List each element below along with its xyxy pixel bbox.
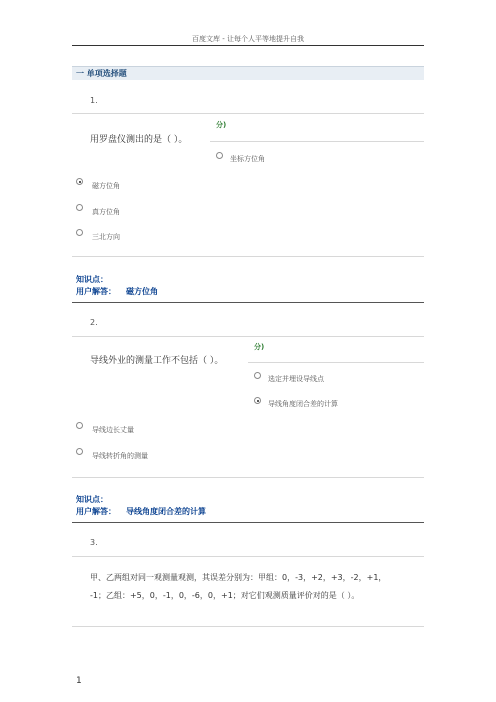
document-header: 百度文库 - 让每个人平等地提升自我	[192, 35, 304, 43]
q1-answer-value: 磁方位角	[126, 287, 158, 296]
question-2-number: 2.	[90, 318, 98, 327]
question-2-options-divider	[248, 362, 424, 363]
question-2-divider	[72, 336, 424, 337]
q2-answer-label: 用户解答：	[76, 507, 116, 516]
q1-option-3-radio[interactable]	[76, 204, 83, 211]
question-1-number: 1.	[90, 96, 98, 105]
question-1-separator	[72, 302, 424, 303]
q2-knowledge-label: 知识点：	[76, 495, 108, 504]
q2-option-2-radio[interactable]	[254, 397, 261, 404]
question-2-bottom-divider	[72, 477, 424, 478]
q2-option-4-label: 导线转折角的测量	[92, 452, 148, 460]
q2-option-3-label: 导线边长丈量	[92, 426, 134, 434]
q1-option-2-radio[interactable]	[76, 178, 83, 185]
q1-option-1-label: 坐标方位角	[230, 155, 265, 163]
q1-option-2-label: 磁方位角	[92, 182, 120, 190]
q1-option-4-label: 三北方向	[92, 233, 120, 241]
q1-answer-label: 用户解答：	[76, 287, 116, 296]
q1-option-3-label: 真方位角	[92, 208, 120, 216]
question-3-bottom-divider	[72, 626, 424, 627]
q2-option-1-label: 选定并埋设导线点	[268, 375, 324, 383]
question-3-divider	[72, 556, 424, 557]
q2-option-4-radio[interactable]	[76, 448, 83, 455]
header-divider	[72, 45, 424, 46]
question-2-score-label: 分)	[254, 343, 265, 351]
q1-knowledge-label: 知识点：	[76, 275, 108, 284]
section-title: 一 单项选择题	[76, 69, 127, 78]
question-1-text: 用罗盘仪测出的是（ ）。	[90, 135, 188, 145]
q2-option-2-label: 导线角度闭合差的计算	[268, 400, 338, 408]
question-3-text-line-1: 甲、乙两组对同一观测量观测，其误差分别为：甲组：0，-3，+2，+3，-2，+1，	[90, 573, 387, 582]
question-1-bottom-divider	[72, 256, 424, 257]
question-3-number: 3.	[90, 538, 98, 547]
q1-option-4-radio[interactable]	[76, 229, 83, 236]
q2-option-1-radio[interactable]	[254, 372, 261, 379]
question-1-divider	[72, 113, 424, 114]
question-2-text: 导线外业的测量工作不包括（ ）。	[90, 356, 224, 366]
question-2-separator	[72, 522, 424, 523]
q2-answer-value: 导线角度闭合差的计算	[126, 507, 206, 516]
question-1-score-label: 分)	[216, 121, 227, 129]
page-number: 1	[76, 676, 82, 686]
q1-option-1-radio[interactable]	[216, 152, 223, 159]
q2-option-3-radio[interactable]	[76, 422, 83, 429]
question-3-text-line-2: -1；乙组：+5，0，-1，0，-6，0，+1；对它们观测质量评价对的是（ ）。	[90, 591, 360, 600]
question-1-options-divider	[210, 141, 424, 142]
